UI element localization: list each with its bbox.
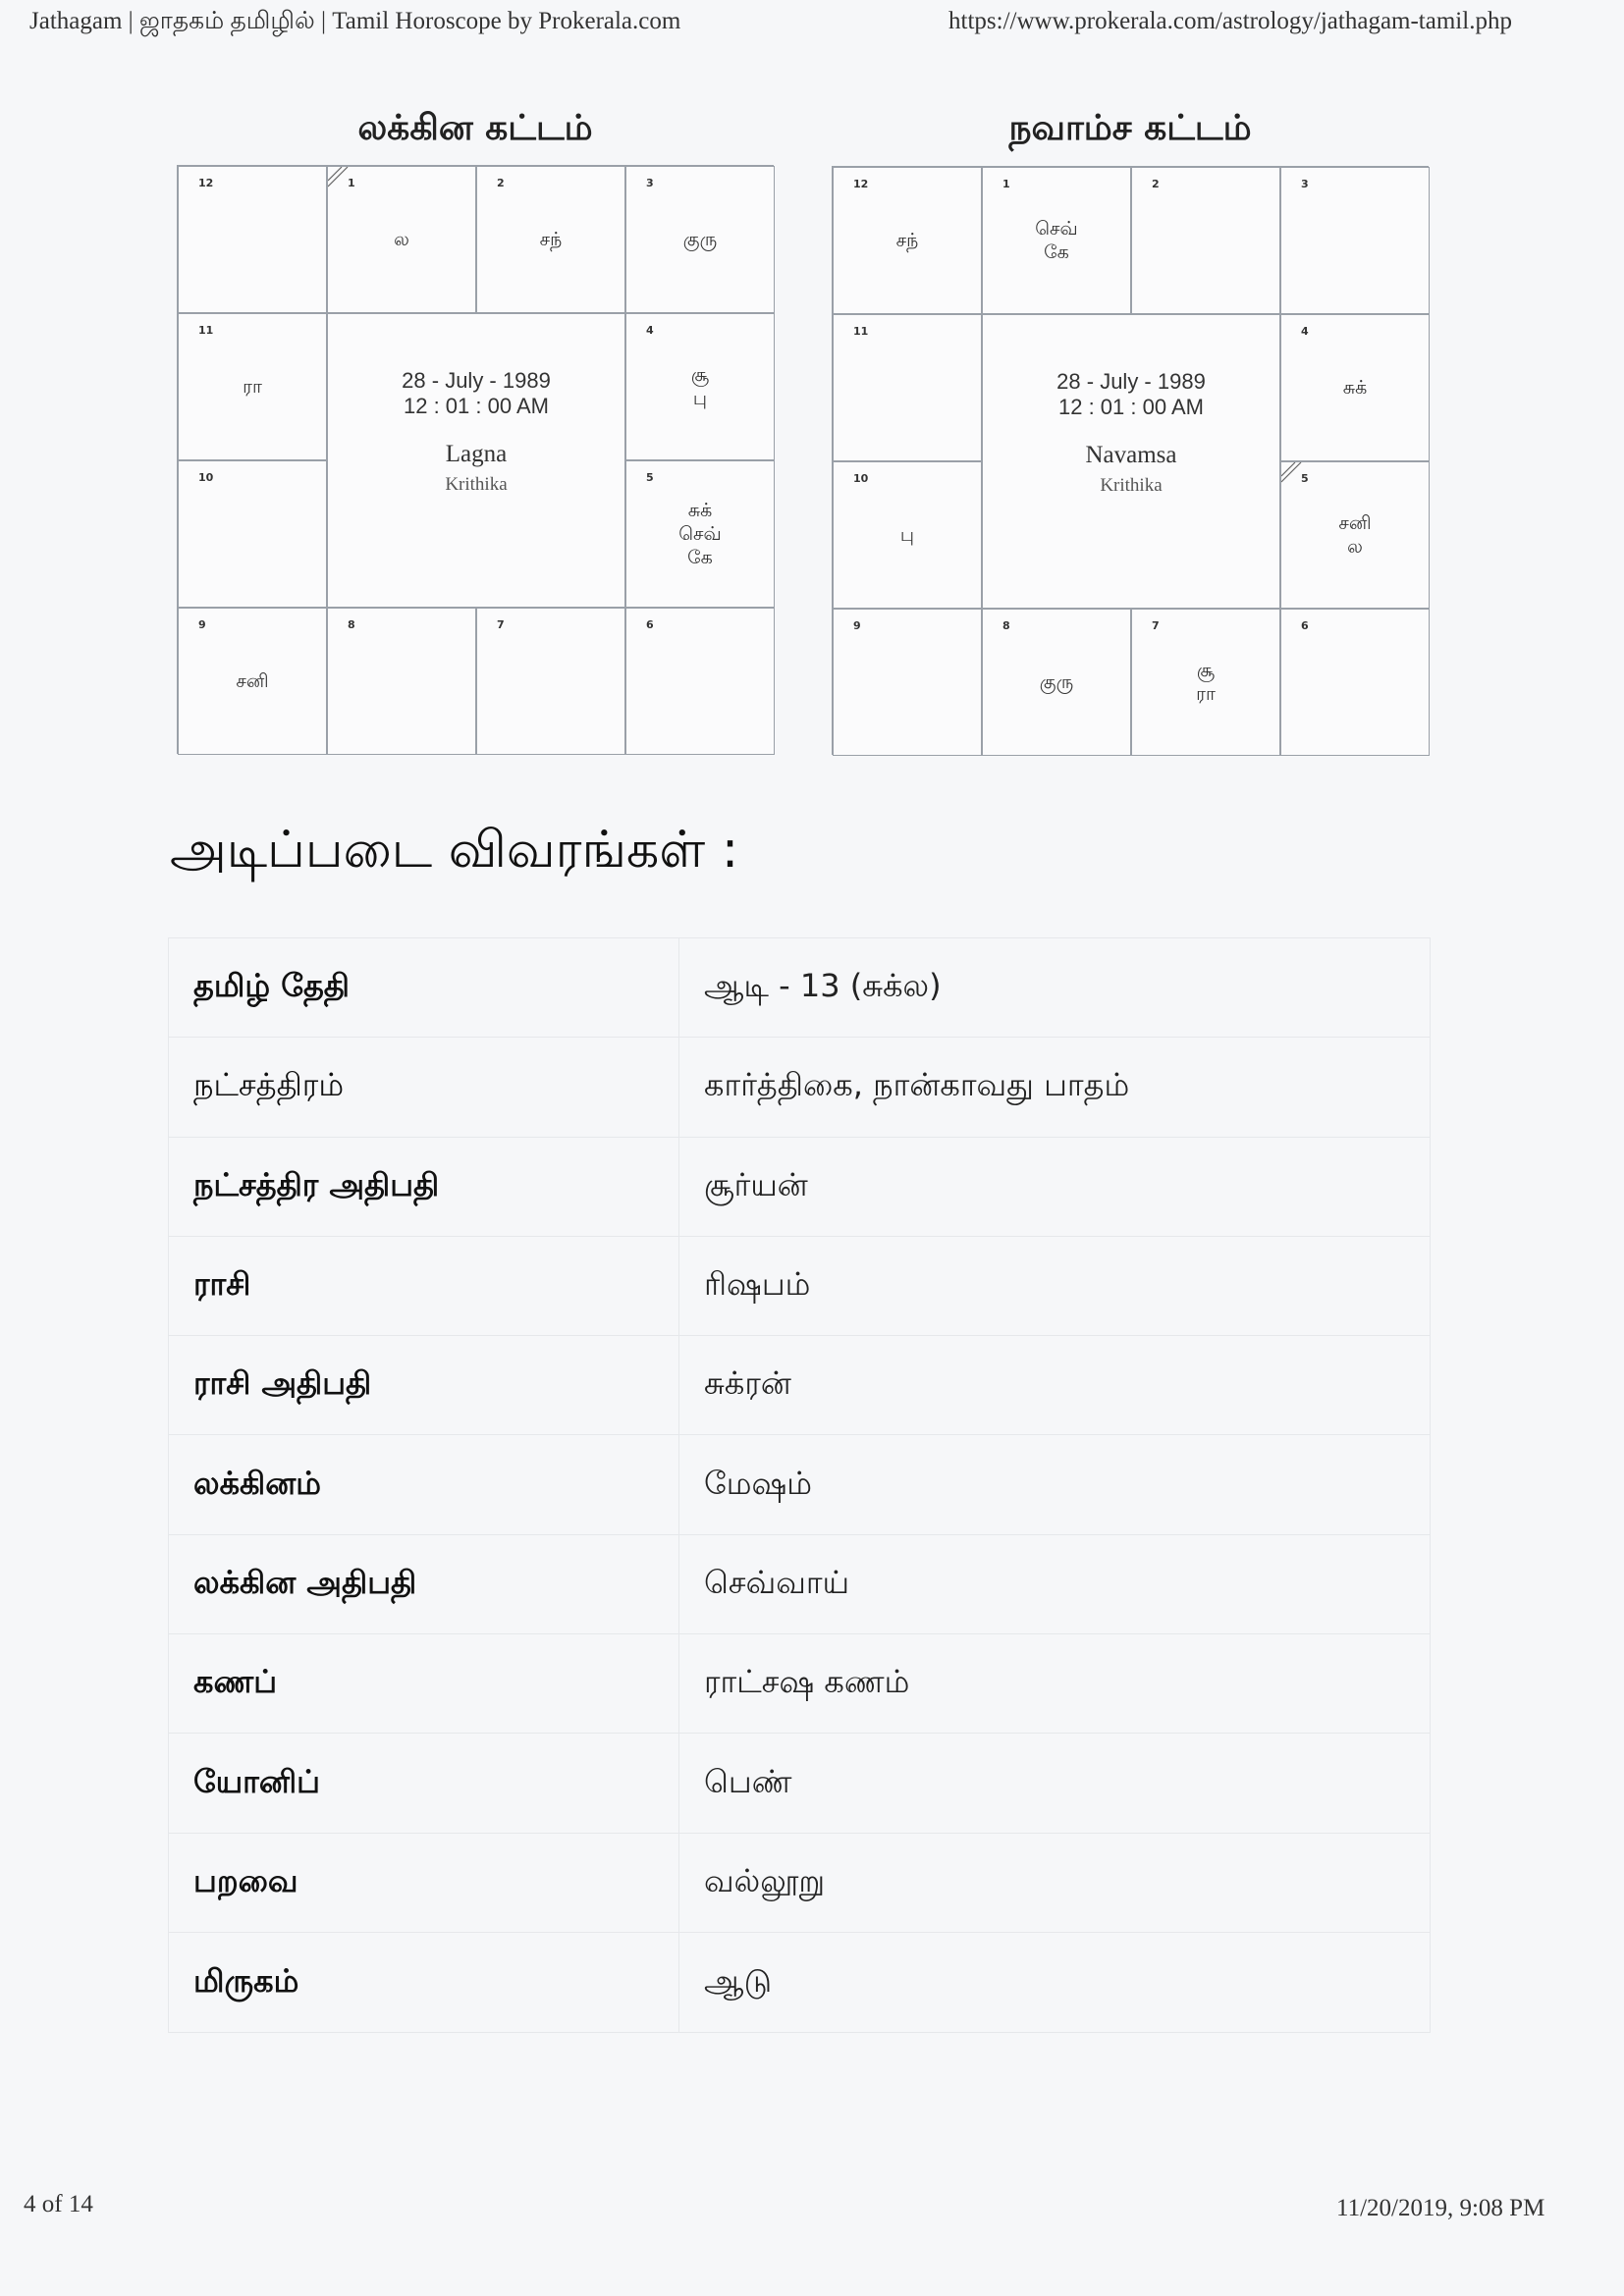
- detail-value: மேஷம்: [704, 1464, 813, 1502]
- detail-label: கணப்: [169, 1634, 679, 1733]
- house-planets: [179, 609, 326, 754]
- house-planets: [328, 167, 475, 312]
- lagna-house-6: [625, 608, 775, 755]
- house-number: 12: [853, 178, 869, 190]
- table-row: [169, 1336, 1430, 1435]
- lagna-center: [327, 313, 625, 608]
- planet-abbrev: சூ: [1196, 660, 1216, 681]
- house-planets: [834, 462, 981, 608]
- house-number: 9: [198, 618, 206, 631]
- print-datetime: 11/20/2019, 9:08 PM: [1336, 2195, 1545, 2221]
- house-planets: [328, 609, 475, 754]
- house-planets: [983, 610, 1130, 755]
- detail-value: ராட்சஷ கணம்: [704, 1663, 910, 1701]
- table-row: [169, 1734, 1430, 1833]
- detail-value: பெண்: [704, 1762, 792, 1800]
- planet-abbrev: சனி: [1338, 512, 1372, 534]
- house-planets: [1281, 315, 1429, 460]
- lagna-chart-title: லக்கின கட்டம்: [357, 108, 593, 148]
- house-number: 3: [646, 177, 654, 189]
- navamsa-center-star: Krithika: [1100, 475, 1163, 496]
- house-planets: [1281, 610, 1429, 755]
- table-row: [169, 938, 1430, 1038]
- house-planets: [626, 167, 774, 312]
- navamsa-house-5: [1280, 461, 1430, 609]
- house-number: 2: [497, 177, 505, 189]
- navamsa-time: 12 : 01 : 00 AM: [1058, 395, 1204, 419]
- detail-label: பறவை: [169, 1834, 679, 1932]
- planet-abbrev: சூ: [690, 364, 710, 386]
- planet-abbrev: ரா: [243, 376, 262, 398]
- planet-abbrev: கே: [1044, 241, 1069, 263]
- navamsa-date: 28 - July - 1989: [1056, 369, 1206, 394]
- lagna-marker-icon: [1281, 462, 1303, 484]
- lagna-house-10: [178, 460, 327, 608]
- lagna-marker-icon: [328, 167, 350, 188]
- navamsa-center: [982, 314, 1280, 609]
- planet-abbrev: சுக்: [1342, 377, 1368, 399]
- navamsa-chart: [832, 166, 1429, 755]
- house-planets: [626, 609, 774, 754]
- print-header-title: Jathagam | ஜாதகம் தமிழில் | Tamil Horoscope by Prokerala.com: [29, 8, 681, 34]
- house-number: 10: [853, 472, 869, 485]
- house-planets: [834, 315, 981, 460]
- house-planets: [626, 461, 774, 607]
- house-planets: [179, 314, 326, 459]
- detail-label: லக்கினம்: [169, 1435, 679, 1533]
- detail-label: லக்கின அதிபதி: [169, 1535, 679, 1633]
- lagna-house-4: [625, 313, 775, 460]
- house-number: 8: [348, 618, 355, 631]
- navamsa-house-1: [982, 167, 1131, 314]
- detail-value: சூர்யன்: [704, 1165, 808, 1203]
- navamsa-house-10: [833, 461, 982, 609]
- navamsa-house-2: [1131, 167, 1280, 314]
- house-planets: [626, 314, 774, 459]
- navamsa-house-8: [982, 609, 1131, 756]
- detail-label: தமிழ் தேதி: [169, 938, 679, 1037]
- detail-label: நட்சத்திரம்: [169, 1038, 679, 1136]
- lagna-center-star: Krithika: [445, 474, 508, 495]
- house-number: 5: [646, 471, 654, 484]
- basic-details-title: அடிப்படை விவரங்கள் :: [170, 821, 739, 880]
- navamsa-house-7: [1131, 609, 1280, 756]
- house-planets: [1132, 610, 1279, 755]
- lagna-house-1: [327, 166, 476, 313]
- navamsa-house-3: [1280, 167, 1430, 314]
- lagna-house-8: [327, 608, 476, 755]
- house-planets: [179, 167, 326, 312]
- house-number: 3: [1301, 178, 1309, 190]
- table-row: [169, 1038, 1430, 1137]
- navamsa-center-title: Navamsa: [1085, 442, 1177, 468]
- house-planets: [477, 609, 624, 754]
- planet-abbrev: ல: [1347, 536, 1363, 558]
- house-number: 2: [1152, 178, 1160, 190]
- planet-abbrev: குரு: [1039, 671, 1074, 693]
- planet-abbrev: சந்: [895, 230, 919, 251]
- basic-details-table: [168, 937, 1431, 2033]
- table-row: [169, 1535, 1430, 1634]
- house-number: 6: [1301, 619, 1309, 632]
- planet-abbrev: சனி: [236, 670, 269, 692]
- navamsa-house-4: [1280, 314, 1430, 461]
- house-planets: [179, 461, 326, 607]
- house-number: 11: [853, 325, 869, 338]
- detail-label: மிருகம்: [169, 1933, 679, 2032]
- house-planets: [1281, 462, 1429, 608]
- table-row: [169, 1834, 1430, 1933]
- house-number: 4: [1301, 325, 1309, 338]
- detail-label: ராசி: [169, 1237, 679, 1335]
- detail-label: ராசி அதிபதி: [169, 1336, 679, 1434]
- table-row: [169, 1435, 1430, 1534]
- table-row: [169, 1237, 1430, 1336]
- planet-abbrev: சுக்: [687, 500, 713, 521]
- table-row: [169, 1933, 1430, 2032]
- detail-value: செவ்வாய்: [704, 1563, 850, 1601]
- print-header-url: https://www.prokerala.com/astrology/jathagam-tamil.php: [948, 8, 1512, 34]
- lagna-house-12: [178, 166, 327, 313]
- detail-value: சுக்ரன்: [704, 1364, 791, 1403]
- navamsa-chart-title: நவாம்ச கட்டம்: [1008, 108, 1252, 148]
- house-planets: [1132, 168, 1279, 313]
- planet-abbrev: செவ்: [1035, 218, 1078, 240]
- lagna-time: 12 : 01 : 00 AM: [404, 394, 549, 418]
- detail-value: வல்லூறு: [704, 1861, 826, 1899]
- lagna-house-5: [625, 460, 775, 608]
- house-number: 12: [198, 177, 214, 189]
- lagna-house-11: [178, 313, 327, 460]
- lagna-house-7: [476, 608, 625, 755]
- navamsa-house-11: [833, 314, 982, 461]
- planet-abbrev: சந்: [539, 229, 563, 250]
- navamsa-house-12: [833, 167, 982, 314]
- detail-value: கார்த்திகை, நான்காவது பாதம்: [704, 1066, 1130, 1104]
- house-number: 10: [198, 471, 214, 484]
- house-number: 1: [1002, 178, 1010, 190]
- house-planets: [477, 167, 624, 312]
- navamsa-house-9: [833, 609, 982, 756]
- house-number: 7: [1152, 619, 1160, 632]
- house-number: 6: [646, 618, 654, 631]
- planet-abbrev: ரா: [1196, 683, 1216, 705]
- table-row: [169, 1634, 1430, 1734]
- detail-label: நட்சத்திர அதிபதி: [169, 1138, 679, 1236]
- detail-value: ஆடு: [704, 1961, 773, 2000]
- house-number: 8: [1002, 619, 1010, 632]
- planet-abbrev: குரு: [682, 229, 718, 250]
- lagna-date: 28 - July - 1989: [402, 368, 551, 393]
- house-number: 7: [497, 618, 505, 631]
- lagna-house-3: [625, 166, 775, 313]
- house-number: 5: [1301, 472, 1309, 485]
- page-number: 4 of 14: [24, 2191, 93, 2217]
- navamsa-house-6: [1280, 609, 1430, 756]
- planet-abbrev: ல: [394, 229, 409, 250]
- house-planets: [834, 168, 981, 313]
- planet-abbrev: கே: [687, 547, 713, 568]
- detail-label: யோனிப்: [169, 1734, 679, 1832]
- lagna-center-title: Lagna: [445, 441, 508, 467]
- house-planets: [1281, 168, 1429, 313]
- planet-abbrev: செவ்: [678, 523, 722, 545]
- lagna-house-2: [476, 166, 625, 313]
- lagna-chart: [177, 165, 774, 754]
- house-planets: [834, 610, 981, 755]
- house-number: 11: [198, 324, 214, 337]
- planet-abbrev: பு: [692, 388, 708, 409]
- detail-value: ரிஷபம்: [704, 1265, 811, 1304]
- house-number: 1: [348, 177, 355, 189]
- planet-abbrev: பு: [899, 524, 915, 546]
- house-number: 4: [646, 324, 654, 337]
- detail-value: ஆடி - 13 (சுக்ல): [704, 967, 942, 1005]
- table-row: [169, 1138, 1430, 1237]
- house-planets: [983, 168, 1130, 313]
- lagna-house-9: [178, 608, 327, 755]
- house-number: 9: [853, 619, 861, 632]
